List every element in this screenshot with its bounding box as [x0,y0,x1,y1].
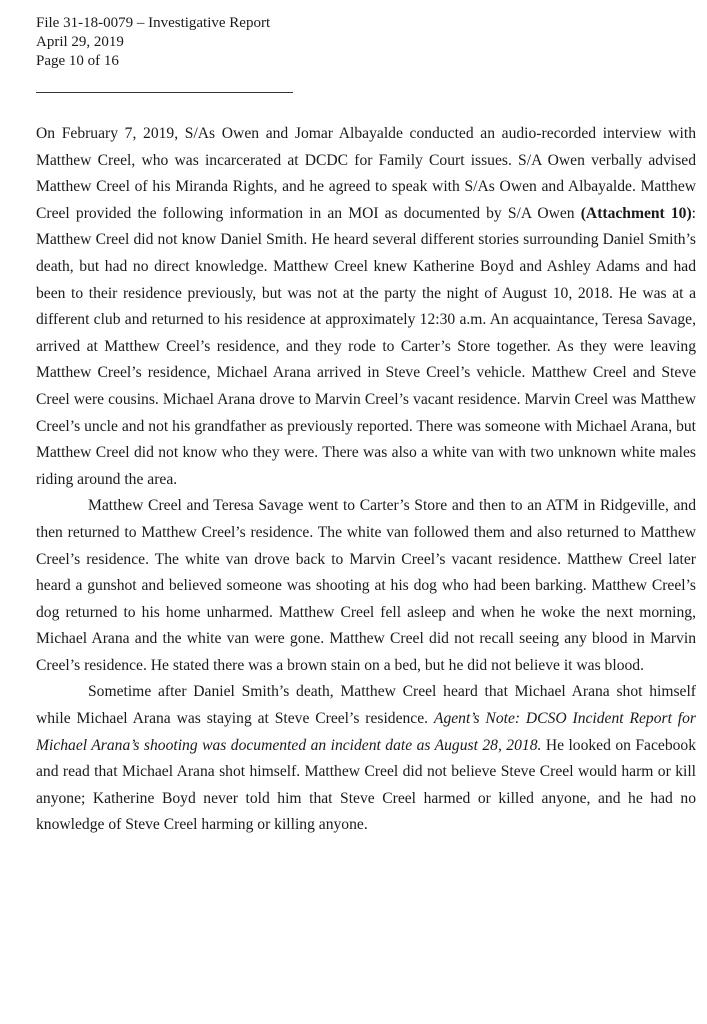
paragraph-interview [36,121,696,493]
page-number: Page 10 of 16 [36,53,119,69]
report-body [36,121,696,839]
paragraph-text: On February 7, 2019, S/As Owen and Jomar Albayalde conducted an audio-recorded interview with Matthew Creel, who was incarcerated at DCDC for Family Court issues. S/A Owen verbally advised Matthew Creel of his Miranda Rights, and he agreed to speak with S/As Owen and Albayalde. Matthew Creel provided the following information in an MOI as documented by S/A Owen [36,125,696,222]
date-line: April 29, 2019 [36,34,124,50]
paragraph-aftermath [36,679,696,839]
paragraph-text: Sometime after Daniel Smith’s death, Matthew Creel heard that Michael Arana shot himself while Michael Arana was staying at Steve Creel’s residence. [36,683,696,728]
paragraph-text: Matthew Creel and Teresa Savage went to Carter’s Store and then to an ATM in Ridgeville, and then returned to Matthew Creel’s residence. The white van followed them and also returned to Matthew Creel’s residence. The white van drove back to Marvin Creel’s vacant residence. Matthew Creel later heard a gunshot and believed someone was shooting at his dog who had been barking. Matthew Creel’s dog returned to his home unharmed. Matthew Creel fell asleep and when he woke the next morning, Michael Arana and the white van were gone. Matthew Creel did not recall seeing any blood in Marvin Creel’s residence. He stated there was a brown stain on a bed, but he did not believe it was blood. [36,497,696,674]
attachment-reference: (Attachment 10) [580,204,692,222]
header-rule [36,92,293,93]
paragraph-text: He looked on Facebook and read that Michael Arana shot himself. Matthew Creel did not believe Steve Creel would harm or kill anyone; Katherine Boyd never told him that Steve Creel harmed or killed anyone, and he had no knowledge of Steve Creel harming or killing anyone. [36,736,697,834]
report-header [36,14,270,71]
agents-note: Agent’s Note: DCSO Incident Report for Michael Arana’s shooting was documented an incident date as August 28, 2018. [36,710,696,754]
paragraph-text: : Matthew Creel did not know Daniel Smith. He heard several different stories surrounding Daniel Smith’s death, but had no direct knowledge. Matthew Creel knew Katherine Boyd and Ashley Adams and had been to their residence previously, but was not at the party the night of August 10, 2018. He was at a different club and returned to his residence at approximately 12:30 a.m. An acquaintance, Teresa Savage, arrived at Matthew Creel’s residence, and they rode to Carter’s Store together. As they were leaving Matthew Creel’s residence, Michael Arana arrived in Steve Creel’s vehicle. Matthew Creel and Steve Creel were cousins. Michael Arana drove to Marvin Creel’s vacant residence. Marvin Creel was Matthew Creel’s uncle and not his grandfather as previously reported. There was someone with Michael Arana, but Matthew Creel did not know who they were. There was also a white van with two unknown white males riding around the area. [36,204,696,488]
file-line: File 31-18-0079 – Investigative Report [36,15,271,31]
paragraph-store-trip [36,493,696,679]
